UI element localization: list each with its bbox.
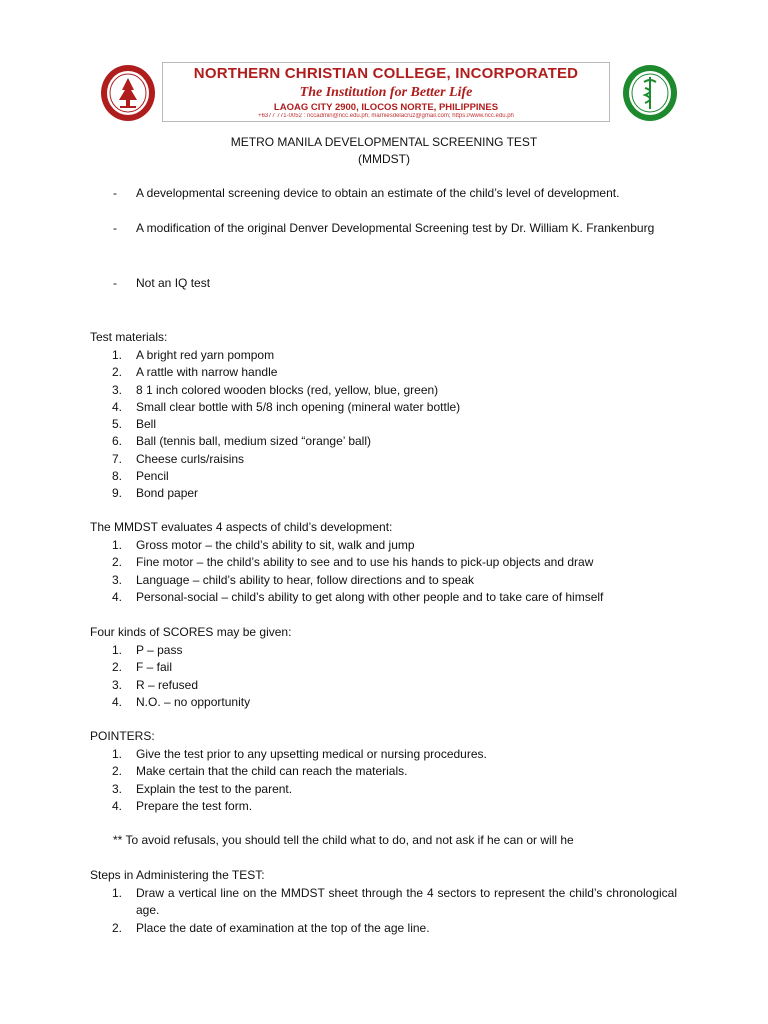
document-subtitle: (MMDST) bbox=[358, 152, 410, 166]
college-motto: The Institution for Better Life bbox=[299, 85, 473, 100]
list-number: 4. bbox=[112, 589, 123, 604]
list-number: 2. bbox=[112, 660, 123, 675]
list-item bbox=[112, 451, 677, 468]
materials-heading: Test materials: bbox=[90, 330, 168, 344]
list-number: 1. bbox=[112, 348, 123, 362]
list-number: 4. bbox=[112, 399, 123, 414]
list-text: Small clear bottle with 5/8 inch opening (mineral water bottle) bbox=[136, 399, 461, 414]
bullet-dash: - bbox=[113, 276, 117, 290]
list-text: Language – child’s ability to hear, follow directions and to speak bbox=[136, 572, 474, 587]
list-text: Cheese curls/raisins bbox=[136, 451, 245, 466]
aspects-heading: The MMDST evaluates 4 aspects of child’s development: bbox=[90, 520, 393, 534]
college-name: NORTHERN CHRISTIAN COLLEGE, INCORPORATED bbox=[193, 65, 579, 82]
list-text: F – fail bbox=[136, 660, 173, 675]
list-number: 2. bbox=[112, 920, 123, 935]
list-text: R – refused bbox=[136, 677, 199, 692]
list-item bbox=[112, 347, 677, 364]
list-text: Bell bbox=[136, 417, 157, 432]
list-number: 9. bbox=[112, 486, 123, 501]
list-item bbox=[112, 485, 677, 502]
list-item bbox=[112, 642, 677, 659]
list-text: Fine motor – the child’s ability to see and to use his hands to pick-up objects and draw bbox=[136, 555, 594, 570]
list-text: Make certain that the child can reach the materials. bbox=[136, 764, 408, 779]
bullet-text: A developmental screening device to obtain an estimate of the child’s level of development. bbox=[136, 186, 620, 200]
list-number: 5. bbox=[112, 417, 123, 432]
list-text: N.O. – no opportunity bbox=[136, 694, 251, 709]
list-text: A bright red yarn pompom bbox=[136, 348, 275, 362]
list-item bbox=[112, 920, 677, 937]
list-number: 2. bbox=[112, 764, 123, 779]
pointers-heading: POINTERS: bbox=[90, 729, 155, 743]
pointers-list bbox=[112, 746, 677, 815]
list-item bbox=[112, 416, 677, 433]
bullet-text: A modification of the original Denver Developmental Screening test by Dr. William K. Frankenburg bbox=[136, 221, 655, 235]
list-text: Explain the test to the parent. bbox=[136, 781, 293, 796]
materials-list bbox=[112, 347, 677, 503]
list-item bbox=[112, 763, 677, 780]
list-text: Prepare the test form. bbox=[136, 798, 253, 813]
list-item bbox=[112, 554, 677, 571]
list-item bbox=[112, 885, 677, 920]
list-item bbox=[112, 677, 677, 694]
list-text: Place the date of examination at the top of the age line. bbox=[136, 920, 430, 935]
steps-list bbox=[112, 885, 677, 937]
aspects-list bbox=[112, 537, 677, 606]
list-number: 1. bbox=[112, 747, 123, 761]
list-number: 2. bbox=[112, 555, 123, 570]
bullet-dash: - bbox=[113, 221, 117, 235]
list-item bbox=[112, 589, 677, 606]
list-text: Personal-social – child’s ability to get along with other people and to take care of himself bbox=[136, 589, 604, 604]
list-text: Ball (tennis ball, medium sized “orange’ ball) bbox=[136, 434, 371, 449]
list-item bbox=[112, 399, 677, 416]
bullet-text: Not an IQ test bbox=[136, 276, 211, 290]
letterhead bbox=[100, 62, 680, 124]
list-number: 1. bbox=[112, 643, 123, 657]
refusal-note: ** To avoid refusals, you should tell the child what to do, and not ask if he can or will he bbox=[113, 833, 574, 847]
list-number: 6. bbox=[112, 434, 123, 449]
steps-heading: Steps in Administering the TEST: bbox=[90, 868, 265, 882]
list-text: Draw a vertical line on the MMDST sheet through the 4 sectors to represent the child’s chronological age. bbox=[136, 886, 677, 918]
list-text: P – pass bbox=[136, 643, 183, 657]
list-item bbox=[112, 382, 677, 399]
list-item bbox=[112, 468, 677, 485]
bullet-dash: - bbox=[113, 186, 117, 200]
scores-heading: Four kinds of SCORES may be given: bbox=[90, 625, 292, 639]
list-item bbox=[112, 781, 677, 798]
college-contact: +6377 771-0052 : nccadmin@ncc.edu.ph; marniesdelacruz@gmail.com; https://www.ncc.edu.ph bbox=[258, 113, 514, 119]
list-number: 3. bbox=[112, 382, 123, 397]
list-item bbox=[112, 798, 677, 815]
list-item bbox=[112, 572, 677, 589]
letterhead-banner bbox=[162, 62, 610, 122]
list-number: 1. bbox=[112, 886, 123, 900]
list-item bbox=[112, 659, 677, 676]
list-number: 3. bbox=[112, 572, 123, 587]
list-number: 1. bbox=[112, 538, 123, 552]
list-number: 8. bbox=[112, 469, 123, 484]
list-number: 3. bbox=[112, 781, 123, 796]
list-text: Gross motor – the child’s ability to sit, walk and jump bbox=[136, 538, 415, 552]
list-text: A rattle with narrow handle bbox=[136, 365, 278, 380]
list-item bbox=[112, 746, 677, 763]
document-title: METRO MANILA DEVELOPMENTAL SCREENING TEST bbox=[230, 135, 538, 149]
list-text: Pencil bbox=[136, 469, 169, 484]
college-address: LAOAG CITY 2900, ILOCOS NORTE, PHILIPPINES bbox=[273, 102, 499, 113]
list-number: 3. bbox=[112, 677, 123, 692]
list-item bbox=[112, 433, 677, 450]
list-item bbox=[112, 537, 677, 554]
list-item bbox=[112, 364, 677, 381]
list-text: Give the test prior to any upsetting medical or nursing procedures. bbox=[136, 747, 487, 761]
list-number: 4. bbox=[112, 798, 123, 813]
list-text: Bond paper bbox=[136, 486, 199, 501]
nursing-seal-right-icon bbox=[622, 64, 678, 122]
list-number: 2. bbox=[112, 365, 123, 380]
list-text: 8 1 inch colored wooden blocks (red, yellow, blue, green) bbox=[136, 382, 439, 397]
list-number: 4. bbox=[112, 694, 123, 709]
list-number: 7. bbox=[112, 451, 123, 466]
college-seal-left-icon bbox=[100, 64, 156, 122]
scores-list bbox=[112, 642, 677, 711]
list-item bbox=[112, 694, 677, 711]
